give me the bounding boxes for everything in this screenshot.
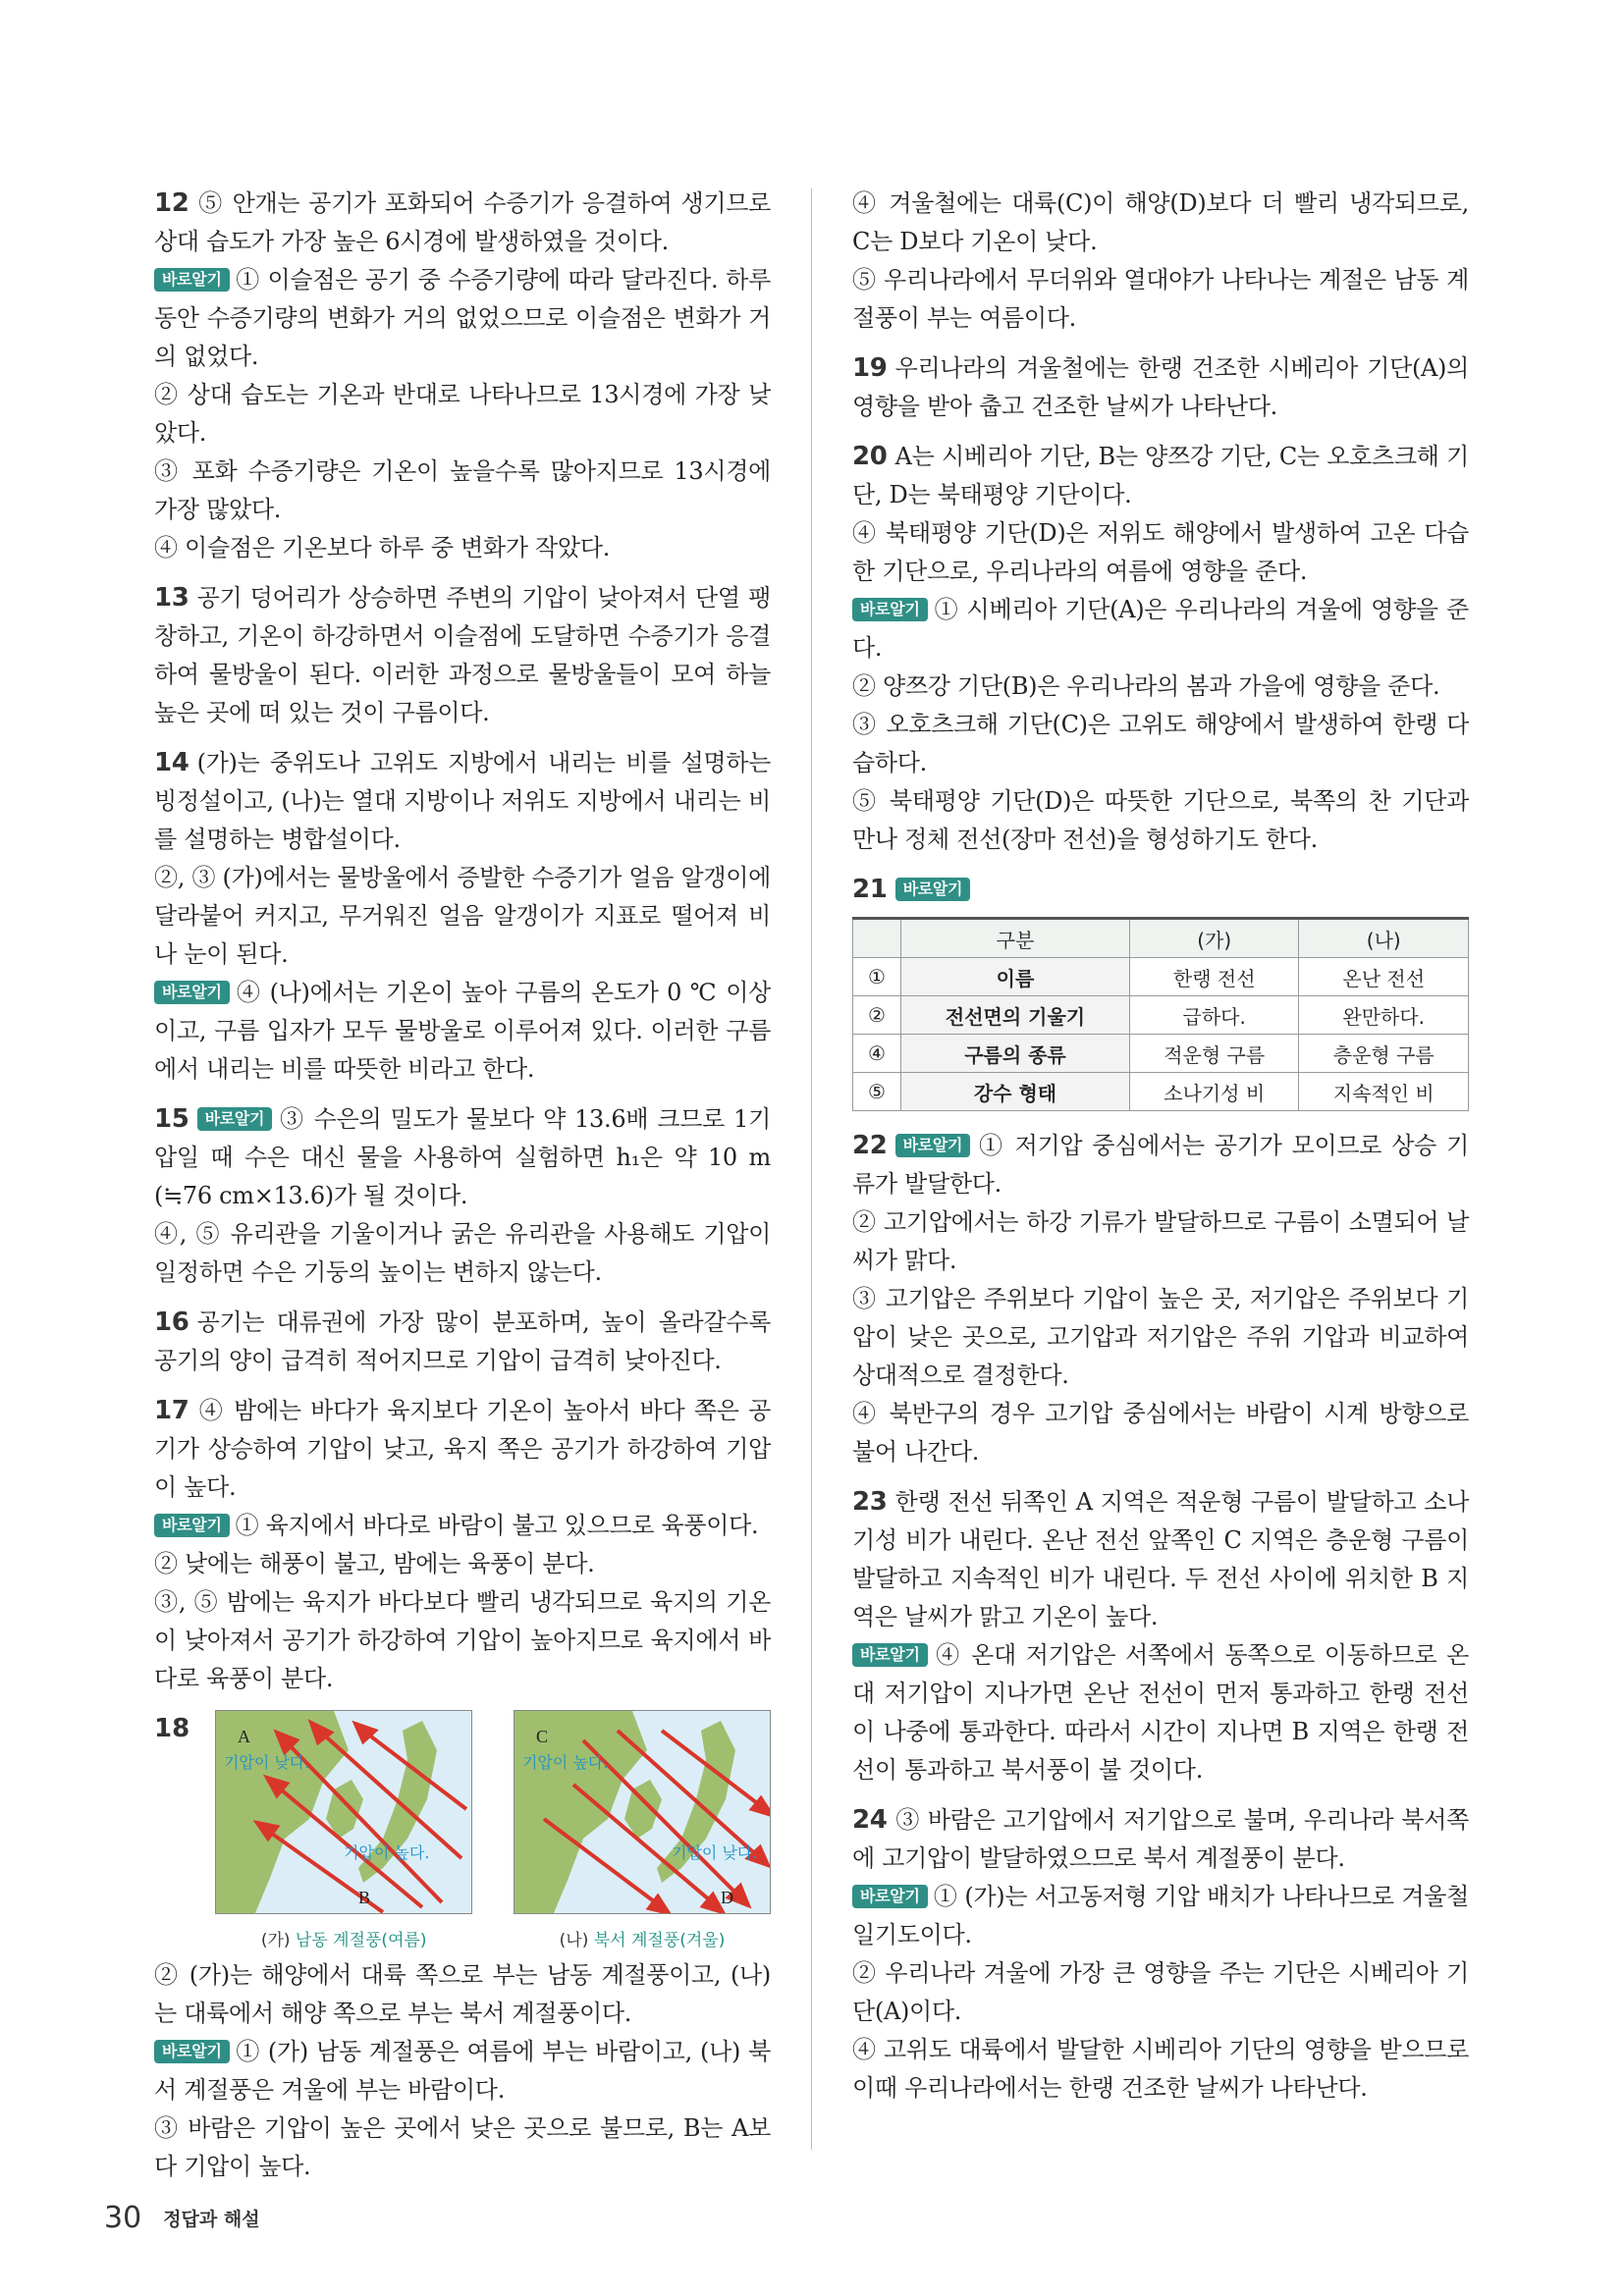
answer-text: A는 시베리아 기단, B는 양쯔강 기단, C는 오호츠크해 기단, D는 북태평양 기단이다.: [852, 443, 1469, 508]
answer-23: [852, 1483, 1469, 1789]
answer-text: 공기는 대류권에 가장 많이 분포하며, 높이 올라갈수록 공기의 양이 급격히 적어지므로 기압이 급격히 낮아진다.: [154, 1308, 771, 1374]
answer-text: ② (가)는 해양에서 대륙 쪽으로 부는 남동 계절풍이고, (나)는 대륙에서 해양 쪽으로 부는 북서 계절풍이다.: [154, 1961, 771, 2027]
question-number: 20: [852, 442, 888, 471]
answer-text: ③ 바람은 기압이 높은 곳에서 낮은 곳으로 불므로, B는 A보다 기압이 높다.: [154, 2114, 771, 2180]
answer-16: [154, 1304, 771, 1380]
answer-text: ② 우리나라 겨울에 가장 큰 영향을 주는 기단은 시베리아 기단(A)이다.: [852, 1959, 1469, 2025]
question-number: 24: [852, 1805, 888, 1835]
answer-text: ②, ③ (가)에서는 물방울에서 증발한 수증기가 얼음 알갱이에 달라붙어 커지고, 무거워진 얼음 알갱이가 지표로 떨어져 비나 눈이 된다.: [154, 864, 771, 968]
figure-monsoon-winter: [514, 1710, 771, 1950]
low-pressure-label: 기압이 낮다.: [224, 1753, 310, 1772]
wind-map-winter: [514, 1710, 771, 1914]
page-footer: [104, 2201, 260, 2235]
answer-text: ③ 고기압은 주위보다 기압이 높은 곳, 저기압은 주위보다 기압이 낮은 곳으로, 고기압과 저기압은 주위 기압과 비교하여 상대적으로 결정한다.: [852, 1285, 1469, 1389]
low-pressure-label: 기압이 낮다.: [672, 1843, 758, 1862]
question-number: 18: [154, 1714, 190, 1743]
answer-text: ② 상대 습도는 기온과 반대로 나타나므로 13시경에 가장 낮았다.: [154, 381, 771, 447]
answer-12: [154, 185, 771, 567]
answer-text: ③ 포화 수증기량은 기온이 높을수록 많아지므로 13시경에 가장 많았다.: [154, 457, 771, 523]
front-comparison-table: [852, 917, 1469, 1111]
answer-text: ⑤ 우리나라에서 무더위와 열대야가 나타나는 계절은 남동 계절풍이 부는 여름이다.: [852, 266, 1469, 332]
question-number: 21: [852, 875, 888, 904]
point-c-label: C: [536, 1727, 549, 1746]
answer-14: [154, 744, 771, 1089]
answer-text: ④ 밤에는 바다가 육지보다 기온이 높아서 바다 쪽은 공기가 상승하여 기압이 낮고, 육지 쪽은 공기가 하강하여 기압이 높다.: [154, 1397, 771, 1501]
question-number: 15: [154, 1104, 189, 1134]
answer-19: [852, 349, 1469, 426]
answer-text: ③, ⑤ 밤에는 육지가 바다보다 빨리 냉각되므로 육지의 기온이 낮아져서 공기가 하강하여 기압이 높아지므로 육지에서 바다로 육풍이 분다.: [154, 1588, 771, 1692]
answer-text: ④, ⑤ 유리관을 기울이거나 굵은 유리관을 사용해도 기압이 일정하면 수은 기둥의 높이는 변하지 않는다.: [154, 1220, 771, 1286]
left-column: [154, 185, 771, 2198]
table-header-row: 구분 (가) (나): [853, 919, 1469, 958]
answer-text: ① (가) 남동 계절풍은 여름에 부는 바람이고, (나) 북서 계절풍은 겨울에 부는 바람이다.: [154, 2038, 771, 2104]
answer-text: ④ 겨울철에는 대륙(C)이 해양(D)보다 더 빨리 냉각되므로, C는 D보다 기온이 낮다.: [852, 189, 1469, 255]
answer-text: ③ 수은의 밀도가 물보다 약 13.6배 크므로 1기압일 때 수은 대신 물을 사용하여 실험하면 h₁은 약 10 m (≒76 cm×13.6)가 될 것이다.: [154, 1105, 771, 1209]
answer-text: ⑤ 안개는 공기가 포화되어 수증기가 응결하여 생기므로 상대 습도가 가장 높은 6시경에 발생하였을 것이다.: [154, 189, 771, 255]
correction-tag: 바로알기: [895, 878, 971, 901]
question-number: 19: [852, 353, 888, 383]
question-number: 12: [154, 188, 189, 218]
correction-tag: 바로알기: [154, 2040, 230, 2063]
answer-text: ④ 북태평양 기단(D)은 저위도 해양에서 발생하여 고온 다습한 기단으로, 우리나라의 여름에 영향을 준다.: [852, 519, 1469, 585]
answer-text: ① 저기압 중심에서는 공기가 모이므로 상승 기류가 발달한다.: [852, 1132, 1469, 1198]
answer-22: [852, 1127, 1469, 1471]
answer-text: ② 양쯔강 기단(B)은 우리나라의 봄과 가을에 영향을 준다.: [852, 672, 1440, 700]
answer-text: ② 낮에는 해풍이 불고, 밤에는 육풍이 분다.: [154, 1550, 595, 1577]
answer-text: 우리나라의 겨울철에는 한랭 건조한 시베리아 기단(A)의 영향을 받아 춥고 건조한 날씨가 나타난다.: [852, 354, 1469, 420]
high-pressure-label: 기압이 높다.: [344, 1843, 430, 1862]
table-row: ⑤ 강수 형태 소나기성 비 지속적인 비: [853, 1073, 1469, 1111]
table-row: ① 이름 한랭 전선 온난 전선: [853, 958, 1469, 996]
answer-17: [154, 1392, 771, 1698]
answer-text: ② 고기압에서는 하강 기류가 발달하므로 구름이 소멸되어 날씨가 맑다.: [852, 1208, 1469, 1274]
right-column: [852, 185, 1469, 2119]
table-row: ④ 구름의 종류 적운형 구름 층운형 구름: [853, 1035, 1469, 1073]
answer-text: ④ 온대 저기압은 서쪽에서 동쪽으로 이동하므로 온대 저기압이 지나가면 온난 전선이 먼저 통과하고 한랭 전선이 나중에 통과한다. 따라서 시간이 지나면 B 지역은 한랭 전선이 통과하고 북서풍이 불 것이다.: [852, 1641, 1469, 1784]
answer-13: [154, 579, 771, 732]
answer-text: (가)는 중위도나 고위도 지방에서 내리는 비를 설명하는 빙정설이고, (나)는 열대 지방이나 저위도 지방에서 내리는 비를 설명하는 병합설이다.: [154, 749, 771, 853]
question-number: 23: [852, 1487, 888, 1517]
wind-map-summer: [215, 1710, 472, 1914]
point-a-label: A: [238, 1727, 251, 1746]
answer-15: [154, 1100, 771, 1292]
answer-text: ④ (나)에서는 기온이 높아 구름의 온도가 0 ℃ 이상이고, 구름 입자가 모두 물방울로 이루어져 있다. 이러한 구름에서 내리는 비를 따뜻한 비라고 한다.: [154, 979, 771, 1083]
correction-tag: 바로알기: [895, 1134, 971, 1157]
correction-tag: 바로알기: [154, 1514, 230, 1537]
answer-18: [154, 1710, 771, 2186]
answer-text: ⑤ 북태평양 기단(D)은 따뜻한 기단으로, 북쪽의 찬 기단과 만나 정체 전선(장마 전선)을 형성하기도 한다.: [852, 787, 1469, 853]
answer-text: ③ 바람은 고기압에서 저기압으로 불며, 우리나라 북서쪽에 고기압이 발달하였으므로 북서 계절풍이 분다.: [852, 1806, 1469, 1872]
high-pressure-label: 기압이 높다.: [522, 1753, 609, 1772]
table-row: ② 전선면의 기울기 급하다. 완만하다.: [853, 996, 1469, 1035]
answer-text: ③ 오호츠크해 기단(C)은 고위도 해양에서 발생하여 한랭 다습하다.: [852, 711, 1469, 776]
answer-20: [852, 438, 1469, 859]
correction-tag: 바로알기: [154, 981, 230, 1004]
answer-text: ① 시베리아 기단(A)은 우리나라의 겨울에 영향을 준다.: [852, 596, 1469, 662]
answer-text: ④ 고위도 대륙에서 발달한 시베리아 기단의 영향을 받으므로 이때 우리나라에서는 한랭 건조한 날씨가 나타난다.: [852, 2036, 1469, 2102]
answer-text: ④ 북반구의 경우 고기압 중심에서는 바람이 시계 방향으로 불어 나간다.: [852, 1400, 1469, 1466]
question-number: 16: [154, 1308, 189, 1337]
answer-21: [852, 871, 1469, 1111]
question-number: 22: [852, 1131, 888, 1160]
point-d-label: D: [721, 1888, 733, 1907]
figure-caption: (가) 남동 계절풍(여름): [260, 1931, 427, 1950]
answer-24: [852, 1801, 1469, 2108]
point-b-label: B: [358, 1888, 371, 1907]
correction-tag: 바로알기: [852, 598, 928, 621]
answer-text: ④ 이슬점은 기온보다 하루 중 변화가 작았다.: [154, 534, 611, 561]
answer-text: 공기 덩어리가 상승하면 주변의 기압이 낮아져서 단열 팽창하고, 기온이 하강하면서 이슬점에 도달하면 수증기가 응결하여 물방울이 된다. 이러한 과정으로 물방울들이 모여 하늘 높은 곳에 떠 있는 것이 구름이다.: [154, 584, 771, 726]
question-number: 13: [154, 583, 189, 613]
footer-label: 정답과 해설: [163, 2209, 260, 2230]
answer-text: ① 육지에서 바다로 바람이 불고 있으므로 육풍이다.: [235, 1512, 759, 1539]
correction-tag: 바로알기: [154, 268, 230, 292]
answer-text: ① (가)는 서고동저형 기압 배치가 나타나므로 겨울철 일기도이다.: [852, 1883, 1469, 1949]
answer-text: 한랭 전선 뒤쪽인 A 지역은 적운형 구름이 발달하고 소나기성 비가 내린다. 온난 전선 앞쪽인 C 지역은 층운형 구름이 발달하고 지속적인 비가 내린다. 두 전선 사이에 위치한 B 지역은 날씨가 맑고 기온이 높다.: [852, 1488, 1469, 1630]
correction-tag: 바로알기: [852, 1643, 928, 1667]
figure-caption: (나) 북서 계절풍(겨울): [559, 1931, 726, 1950]
column-divider: [811, 188, 812, 2150]
question-number: 14: [154, 748, 189, 777]
page-number: 30: [104, 2201, 142, 2235]
correction-tag: 바로알기: [852, 1885, 928, 1908]
question-number: 17: [154, 1396, 189, 1425]
answer-text: ① 이슬점은 공기 중 수증기량에 따라 달라진다. 하루 동안 수증기량의 변화가 거의 없었으므로 이슬점은 변화가 거의 없었다.: [154, 266, 771, 370]
figure-monsoon-summer: [215, 1710, 472, 1950]
answer-18-continued: [852, 185, 1469, 338]
correction-tag: 바로알기: [197, 1107, 273, 1131]
